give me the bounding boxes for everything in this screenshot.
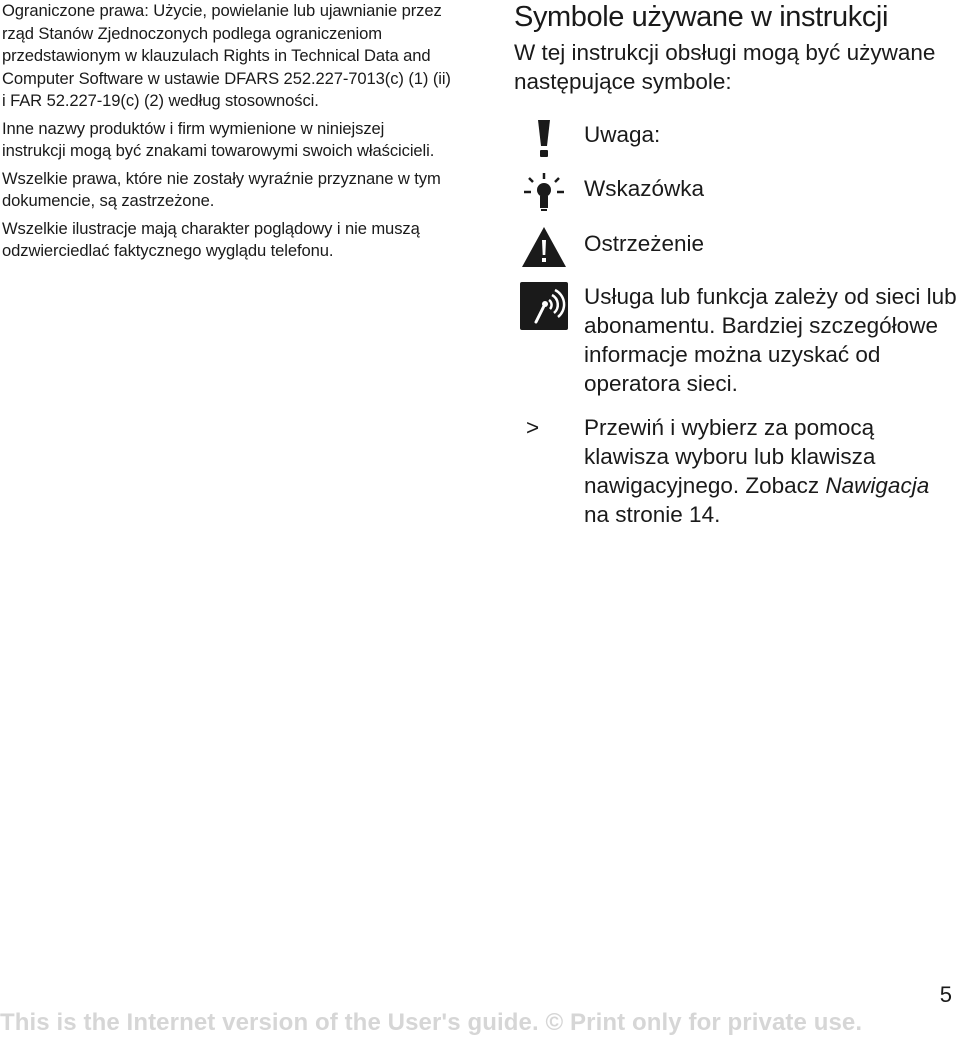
symbol-label-note: Uwaga:	[584, 122, 661, 147]
navigation-note-text-before: Przewiń i wybierz za pomocą klawisza wyboru lub klawisza nawigacyjnego. Zobacz	[584, 415, 876, 498]
page-number: 5	[939, 982, 952, 1007]
section-title: Symbole używane w instrukcji	[514, 1, 888, 33]
symbol-label-network-service: Usługa lub funkcja zależy od sieci lub abonamentu. Bardziej szczegółowe informacje można uzyskać od operatora sieci.	[584, 284, 957, 396]
legal-paragraph-restricted-rights: Ograniczone prawa: Użycie, powielanie lub ujawnianie przez rząd Stanów Zjednoczonych podlega ograniczeniom przedstawionym w klauzulach Rights in Technical Data and Computer Software w ustawie DFARS 252.227-7013(c) (1) (ii) i FAR 52.227-19(c) (2) według stosowności.	[2, 1, 451, 110]
legal-notice-column	[2, 0, 452, 268]
symbol-label-warning: Ostrzeżenie	[584, 231, 705, 256]
legal-paragraph-rights-reserved: Wszelkie prawa, które nie zostały wyraźnie przyznane w tym dokumencie, są zastrzeżone.	[2, 168, 441, 210]
navigation-marker: >	[526, 415, 540, 440]
symbol-label-tip: Wskazówka	[584, 176, 705, 201]
legal-paragraph-trademarks: Inne nazwy produktów i firm wymienione w niniejszej instrukcji mogą być znakami towarowymi swoich właścicieli.	[2, 118, 435, 160]
warning-triangle-icon	[520, 224, 568, 272]
section-intro: W tej instrukcji obsługi mogą być używane następujące symbole:	[514, 40, 936, 94]
navigation-note-text	[584, 413, 960, 529]
footer-notice: This is the Internet version of the User's guide. © Print only for private use.	[0, 1009, 863, 1036]
exclamation-icon	[520, 116, 568, 164]
navigation-note-text-after: na stronie 14.	[584, 502, 721, 527]
legal-paragraph-illustrations: Wszelkie ilustracje mają charakter poglądowy i nie muszą odzwierciedlać faktycznego wyglądu telefonu.	[2, 218, 420, 260]
lightbulb-icon	[520, 170, 568, 218]
navigation-link[interactable]: Nawigacja	[825, 473, 930, 498]
network-service-icon	[520, 282, 568, 330]
symbols-section	[514, 0, 960, 527]
